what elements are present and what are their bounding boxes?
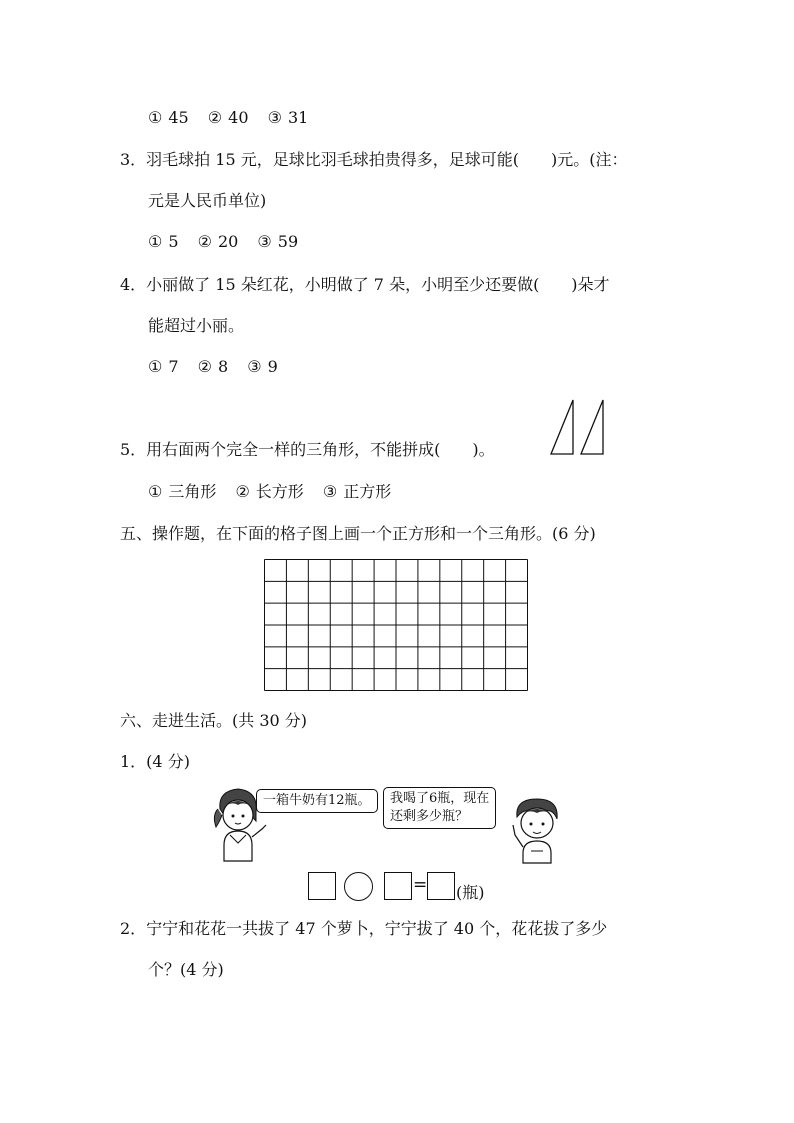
- option-mark: ①: [148, 357, 163, 376]
- bubble-right-line2: 还剩多少瓶？: [390, 809, 469, 824]
- triangle-right: [581, 400, 603, 454]
- bubble-left-text: 一箱牛奶有12瓶。: [263, 793, 371, 808]
- option-mark: ②: [197, 357, 212, 376]
- option-mark: ③: [257, 232, 272, 251]
- option-text: 59: [277, 232, 299, 251]
- boy-illustration: [505, 795, 571, 865]
- speech-bubble-left: [256, 789, 378, 813]
- q5-line1: 5．用右面两个完全一样的三角形，不能拼成( )。: [120, 440, 495, 459]
- option-mark: ③: [322, 482, 338, 501]
- q2-options: [148, 108, 322, 128]
- answer-box-1[interactable]: [308, 872, 336, 900]
- option-mark: ①: [148, 108, 163, 127]
- option-text: 长方形: [255, 482, 304, 501]
- option-mark: ①: [148, 232, 163, 251]
- option-text: 31: [287, 108, 309, 127]
- option-mark: ①: [148, 482, 163, 501]
- q4-line1: 4．小丽做了 15 朵红花，小明做了 7 朵，小明至少还要做( )朵才: [120, 275, 610, 294]
- q4-options: [148, 357, 292, 377]
- option-text: 7: [168, 357, 179, 376]
- bubble-right-line1: 我喝了6瓶，现在: [390, 791, 490, 806]
- q3-line2: 元是人民币单位): [148, 191, 267, 210]
- answer-box-2[interactable]: [384, 872, 412, 900]
- equals-sign: =: [413, 875, 428, 895]
- option-text: 40: [228, 108, 249, 127]
- option-mark: ②: [235, 482, 250, 501]
- section5-title: 五、操作题，在下面的格子图上画一个正方形和一个三角形。(6 分): [120, 524, 596, 543]
- option-text: 20: [217, 232, 239, 251]
- section6-q2-line2: 个？(4 分): [148, 960, 224, 979]
- option-mark: ③: [267, 108, 282, 127]
- option-text: 三角形: [168, 482, 217, 501]
- option-text: 45: [168, 108, 189, 127]
- drawing-grid[interactable]: [264, 559, 528, 691]
- section6-q2-line1: 2．宁宁和花花一共拔了 47 个萝卜，宁宁拔了 40 个，花花拔了多少: [120, 919, 608, 938]
- section6-q1-label: 1．(4 分): [120, 752, 190, 771]
- option-text: 5: [168, 232, 179, 251]
- q3-line1: 3．羽毛球拍 15 元，足球比羽毛球拍贵得多，足球可能( )元。(注：: [120, 150, 628, 169]
- operator-circle[interactable]: [344, 872, 373, 901]
- unit-label: (瓶): [456, 883, 485, 902]
- option-text: 正方形: [343, 482, 392, 501]
- section6-title: 六、走进生活。(共 30 分): [120, 711, 308, 730]
- q5-options: [148, 482, 405, 502]
- triangle-left: [551, 400, 573, 454]
- answer-box-3[interactable]: [427, 872, 455, 900]
- option-mark: ③: [247, 357, 262, 376]
- speech-bubble-right: [383, 787, 496, 829]
- q4-line2: 能超过小丽。: [148, 316, 245, 335]
- two-triangles-figure: [550, 398, 606, 456]
- option-text: 8: [217, 357, 229, 376]
- q3-options: [148, 232, 312, 252]
- option-text: 9: [267, 357, 278, 376]
- option-mark: ②: [207, 108, 223, 127]
- option-mark: ②: [197, 232, 212, 251]
